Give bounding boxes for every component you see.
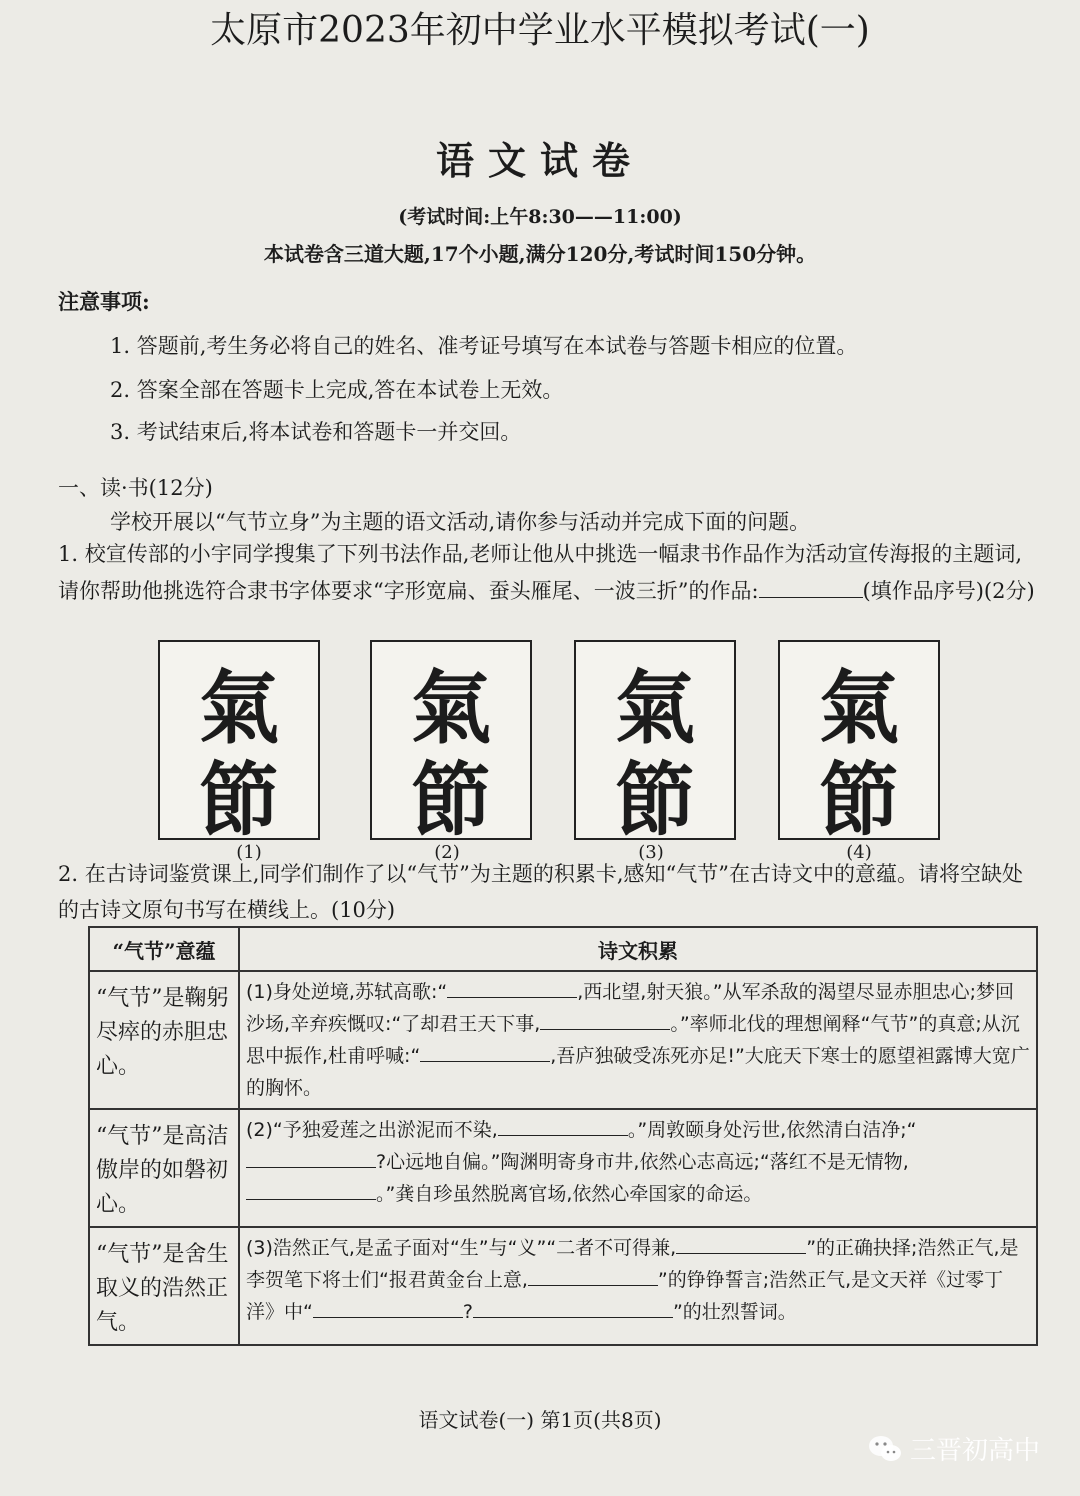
card-caption: (2) <box>434 842 460 863</box>
exam-title: 太原市2023年初中学业水平模拟考试(一) <box>210 10 870 51</box>
calligraphy-card-2 <box>370 640 532 847</box>
cell-text: ? <box>462 1301 473 1323</box>
question-2: 2. 在古诗词鉴赏课上,同学们制作了以“气节”为主题的积累卡,感知“气节”在古诗文中的意蕴。请将空缺处的古诗文原句书写在横线上。(10分) <box>58 862 1024 922</box>
answer-blank[interactable] <box>759 576 863 598</box>
calligraphy-char: 節 <box>411 753 491 847</box>
answer-blank[interactable] <box>498 1116 628 1136</box>
poem-cell <box>239 1227 1037 1345</box>
table-header-row <box>89 927 1037 971</box>
poem-cell <box>239 971 1037 1109</box>
table-row <box>89 971 1037 1109</box>
watermark-text: 三晋初高中 <box>909 1436 1040 1466</box>
cell-text: (3)浩然正气,是孟子面对“生”与“义”“二者不可得兼, <box>246 1237 677 1259</box>
question-1-text: 1. 校宣传部的小宇同学搜集了下列书法作品,老师让他从中挑选一幅隶书作品作为活动宣传海报的主题词,请你帮助他挑选符合隶书字体要求“字形宽扁、蚕头雁尾、一波三折”的作品: <box>58 542 1023 603</box>
cell-text: ”的铮铮誓言;浩然正气,是文天祥《过零丁洋》中“ <box>246 1269 1004 1323</box>
cell-text: 。”周敦颐身处污世,依然清白洁净;“ <box>627 1119 917 1141</box>
table-row <box>89 1227 1037 1345</box>
calligraphy-char: 節 <box>615 753 695 847</box>
calligraphy-char: 氣 <box>411 661 491 755</box>
answer-blank[interactable] <box>313 1298 463 1318</box>
question-1 <box>58 536 1038 610</box>
poem-cell <box>239 1109 1037 1227</box>
answer-blank[interactable] <box>420 1042 550 1062</box>
cell-text: (2)“予独爱莲之出淤泥而不染, <box>246 1119 498 1141</box>
cell-text: (1)身处逆境,苏轼高歌:“ <box>246 981 448 1003</box>
section-intro: 学校开展以“气节立身”为主题的语文活动,请你参与活动并完成下面的问题。 <box>110 510 811 534</box>
calligraphy-char: 氣 <box>819 661 899 755</box>
notice-item: 2. 答案全部在答题卡上完成,答在本试卷上无效。 <box>110 378 564 402</box>
question-1-hint: (填作品序号)(2分) <box>862 579 1035 603</box>
cell-text: 。”龚自珍虽然脱离官场,依然心牵国家的命运。 <box>376 1183 763 1205</box>
table-header: “气节”意蕴 <box>89 927 239 971</box>
cell-text: ?心远地自偏。”陶渊明寄身市井,依然心志高远;“落红不是无情物, <box>376 1151 909 1173</box>
cell-text: ”的正确抉择;浩然正气,是李贺笔下将士们“报君黄金台上意, <box>246 1237 1019 1291</box>
calligraphy-char: 氣 <box>615 661 695 755</box>
answer-blank[interactable] <box>540 1010 670 1030</box>
paper-subtitle: 语文试卷 <box>435 138 644 183</box>
answer-blank[interactable] <box>473 1298 673 1318</box>
answer-blank[interactable] <box>528 1266 658 1286</box>
card-caption: (3) <box>638 842 664 863</box>
answer-blank[interactable] <box>246 1148 376 1168</box>
meaning-cell: “气节”是舍生取义的浩然正气。 <box>89 1227 239 1345</box>
section-heading: 一、读·书(12分) <box>58 476 213 500</box>
answer-blank[interactable] <box>676 1234 806 1254</box>
page-footer: 语文试卷(一) 第1页(共8页) <box>418 1408 662 1432</box>
calligraphy-card-1 <box>158 640 320 847</box>
exam-info: 本试卷含三道大题,17个小题,满分120分,考试时间150分钟。 <box>263 242 817 266</box>
cell-text: ,吾庐独破受冻死亦足!”大庇天下寒士的愿望袒露博大宽广的胸怀。 <box>246 1045 1030 1099</box>
answer-blank[interactable] <box>246 1180 376 1200</box>
meaning-cell: “气节”是高洁傲岸的如磐初心。 <box>89 1109 239 1227</box>
accumulation-table <box>88 926 1038 1346</box>
card-caption: (4) <box>846 842 872 863</box>
notice-item: 3. 考试结束后,将本试卷和答题卡一并交回。 <box>110 420 522 444</box>
calligraphy-char: 氣 <box>199 661 279 755</box>
table-row <box>89 1109 1037 1227</box>
calligraphy-char: 節 <box>819 753 899 847</box>
calligraphy-char: 節 <box>199 753 279 847</box>
calligraphy-card-4 <box>778 640 940 847</box>
notice-heading: 注意事项: <box>58 289 150 314</box>
watermark <box>868 1430 1040 1467</box>
wechat-icon <box>868 1434 902 1464</box>
exam-time: (考试时间:上午8:30——11:00) <box>398 206 682 228</box>
card-caption: (1) <box>236 842 262 863</box>
cell-text: ,西北望,射天狼。”从军杀敌的渴望尽显赤胆忠心;梦回沙场,辛弃疾慨叹:“了却君王天下事, <box>246 981 1015 1035</box>
notice-item: 1. 答题前,考生务必将自己的姓名、准考证号填写在本试卷与答题卡相应的位置。 <box>110 334 858 358</box>
answer-blank[interactable] <box>447 978 577 998</box>
meaning-cell: “气节”是鞠躬尽瘁的赤胆忠心。 <box>89 971 239 1109</box>
table-header: 诗文积累 <box>239 927 1037 971</box>
cell-text: 。”率师北伐的理想阐释“气节”的真意;从沉思中振作,杜甫呼喊:“ <box>246 1013 1020 1067</box>
cell-text: ”的壮烈誓词。 <box>672 1301 797 1323</box>
calligraphy-card-3 <box>574 640 736 847</box>
